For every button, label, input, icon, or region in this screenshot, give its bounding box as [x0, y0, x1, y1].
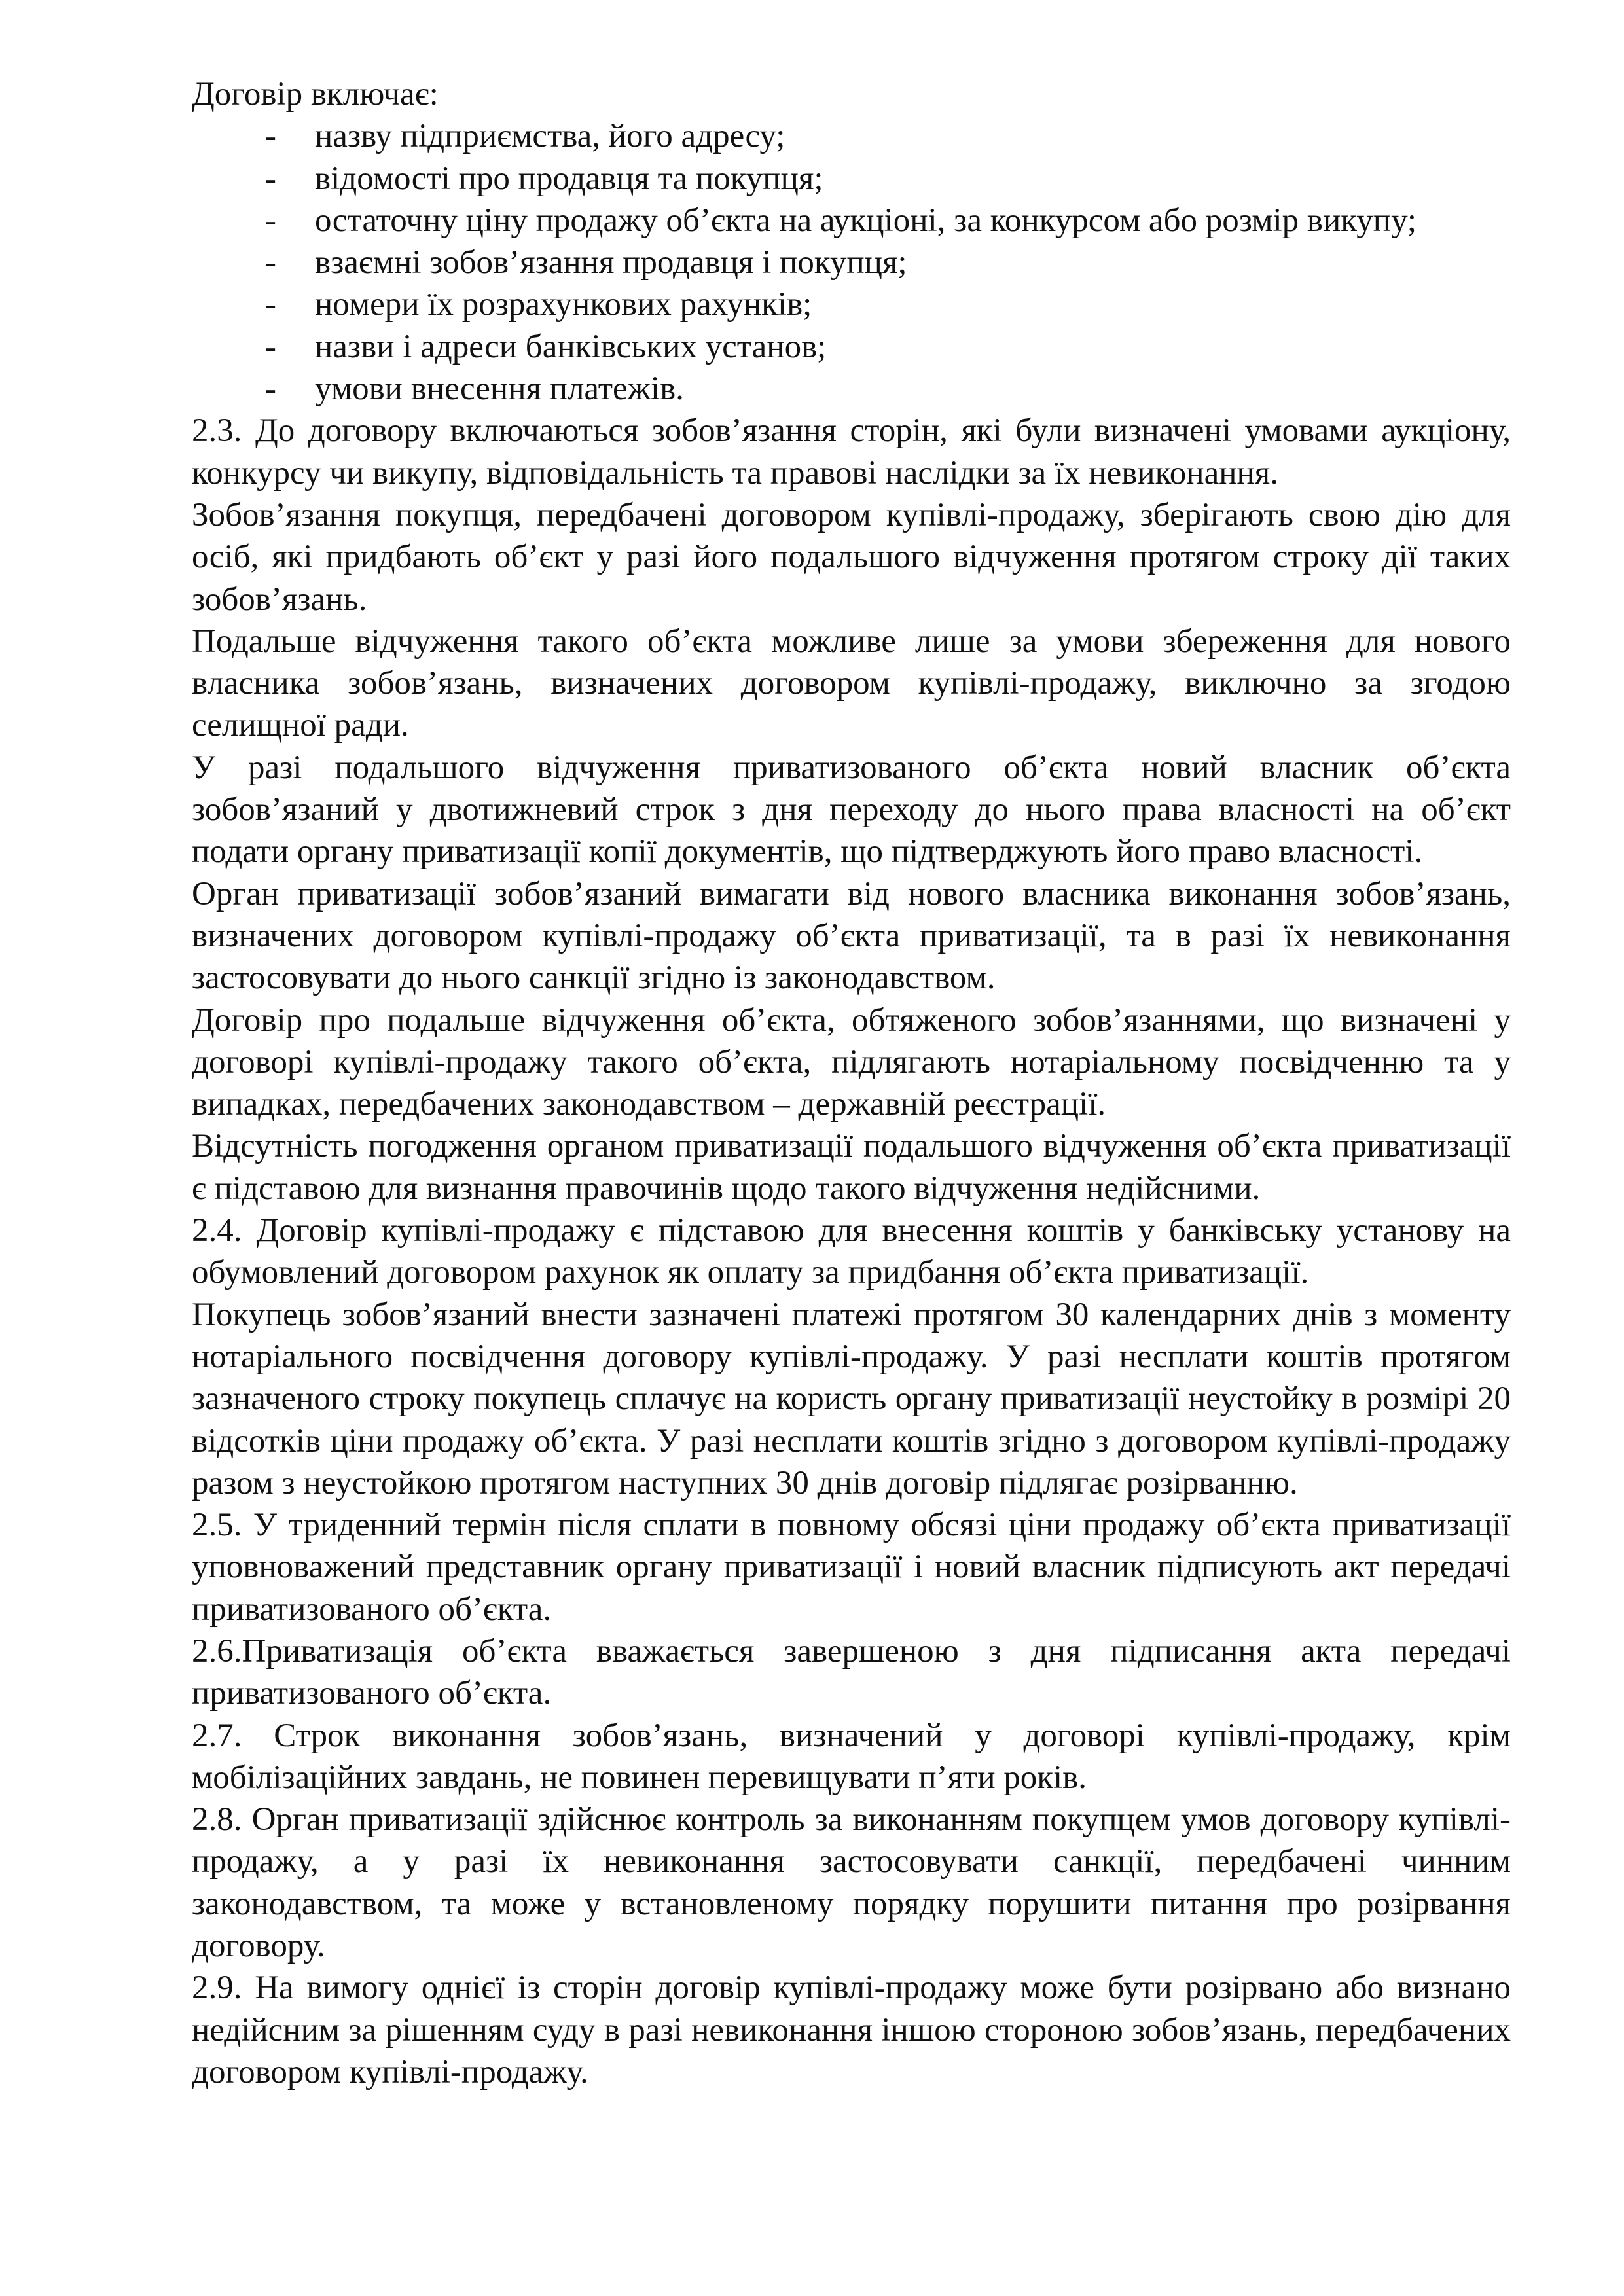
dash-bullet: - — [265, 370, 276, 408]
list-item — [192, 200, 1511, 242]
list-item-text: назви і адреси банківських установ; — [315, 328, 827, 365]
document-page — [192, 73, 1511, 2093]
paragraph-2-4: 2.4. Договір купівлі-продажу є підставою для внесення коштів у банківську установу на обумовлений договором рахунок як оплату за придбання об’єкта приватизації. — [192, 1212, 1511, 1291]
paragraph-notarization: Договір про подальше відчуження об’єкта, обтяженого зобов’язаннями, що визначені у договорі купівлі-продажу такого об’єкта, підлягають нотаріальному посвідченню та у випадках, передбачених законодавством – державній реєстрації. — [192, 1001, 1511, 1123]
list-item-text: остаточну ціну продажу об’єкта на аукціоні, за конкурсом або розмір викупу; — [315, 202, 1417, 239]
contract-intro: Договір включає: — [192, 76, 439, 113]
dash-bullet: - — [265, 202, 276, 239]
list-item — [192, 326, 1511, 368]
paragraph-privatization-body: Орган приватизації зобов’язаний вимагати від нового власника виконання зобов’язань, визначених договором купівлі-продажу об’єкта приватизації, та в разі їх невиконання застосовувати до нього санкції згідно із законодавством. — [192, 875, 1511, 997]
paragraph-2-3: 2.3. До договору включаються зобов’язання сторін, які були визначені умовами аукціону, конкурсу чи викупу, відповідальність та правові наслідки за їх невиконання. — [192, 412, 1511, 492]
paragraph-new-owner-duty: У разі подальшого відчуження приватизованого об’єкта новий власник об’єкта зобов’язаний у двотижневий строк з дня переходу до нього права власності на об’єкт подати органу приватизації копії документів, що підтверджують його право власності. — [192, 749, 1511, 870]
list-item — [192, 368, 1511, 410]
dash-bullet: - — [265, 244, 276, 281]
list-item-text: назву підприємства, його адресу; — [315, 118, 785, 155]
paragraph-buyer-obligations: Зобов’язання покупця, передбачені договором купівлі-продажу, зберігають свою дію для осіб, які придбають об’єкт у разі його подальшого відчуження протягом строку дії таких зобов’язань. — [192, 496, 1511, 618]
paragraph-payment-terms: Покупець зобов’язаний внести зазначені платежі протягом 30 календарних днів з моменту нотаріального посвідчення договору купівлі-продажу. У разі несплати коштів протягом зазначеного строку покупець сплачує на користь органу приватизації неустойку в розмірі 20 відсотків ціни продажу об’єкта. У разі несплати коштів згідно з договором купівлі-продажу разом з неустойкою протягом наступних 30 днів договір підлягає розірванню. — [192, 1296, 1511, 1501]
paragraph-2-7: 2.7. Строк виконання зобов’язань, визначений у договорі купівлі-продажу, крім мобілізаційних завдань, не повинен перевищувати п’яти років. — [192, 1717, 1511, 1796]
paragraph-2-8: 2.8. Орган приватизації здійснює контроль за виконанням покупцем умов договору купівлі-продажу, а у разі їх невиконання застосовувати санкції, передбачені чинним законодавством, та може у встановленому порядку порушити питання про розірвання договору. — [192, 1801, 1511, 1965]
paragraph-further-alienation: Подальше відчуження такого об’єкта можливе лише за умови збереження для нового власника зобов’язань, визначених договором купівлі-продажу, виключно за згодою селищної ради. — [192, 622, 1511, 744]
list-item-text: відомості про продавця та покупця; — [315, 160, 823, 197]
list-item-text: умови внесення платежів. — [315, 370, 684, 408]
list-item-text: номери їх розрахункових рахунків; — [315, 286, 812, 323]
paragraph-2-9: 2.9. На вимогу однієї із сторін договір купівлі-продажу може бути розірвано або визнано недійсним за рішенням суду в разі невиконання іншою стороною зобов’язань, передбачених договором купівлі-продажу. — [192, 1969, 1511, 2090]
list-item — [192, 158, 1511, 200]
dash-bullet: - — [265, 118, 276, 155]
list-item-text: взаємні зобов’язання продавця і покупця; — [315, 244, 907, 281]
list-item — [192, 283, 1511, 325]
dash-bullet: - — [265, 160, 276, 197]
contract-contents-list — [192, 115, 1511, 410]
dash-bullet: - — [265, 286, 276, 323]
paragraph-2-5: 2.5. У триденний термін після сплати в повному обсязі ціни продажу об’єкта приватизації уповноважений представник органу приватизації і новий власник підписують акт передачі приватизованого об’єкта. — [192, 1507, 1511, 1628]
list-item — [192, 242, 1511, 283]
dash-bullet: - — [265, 328, 276, 365]
paragraph-invalidity: Відсутність погодження органом приватизації подальшого відчуження об’єкта приватизації є підставою для визнання правочинів щодо такого відчуження недійсними. — [192, 1128, 1511, 1207]
paragraph-2-6: 2.6.Приватизація об’єкта вважається завершеною з дня підписання акта передачі приватизованого об’єкта. — [192, 1632, 1511, 1712]
list-item — [192, 115, 1511, 157]
